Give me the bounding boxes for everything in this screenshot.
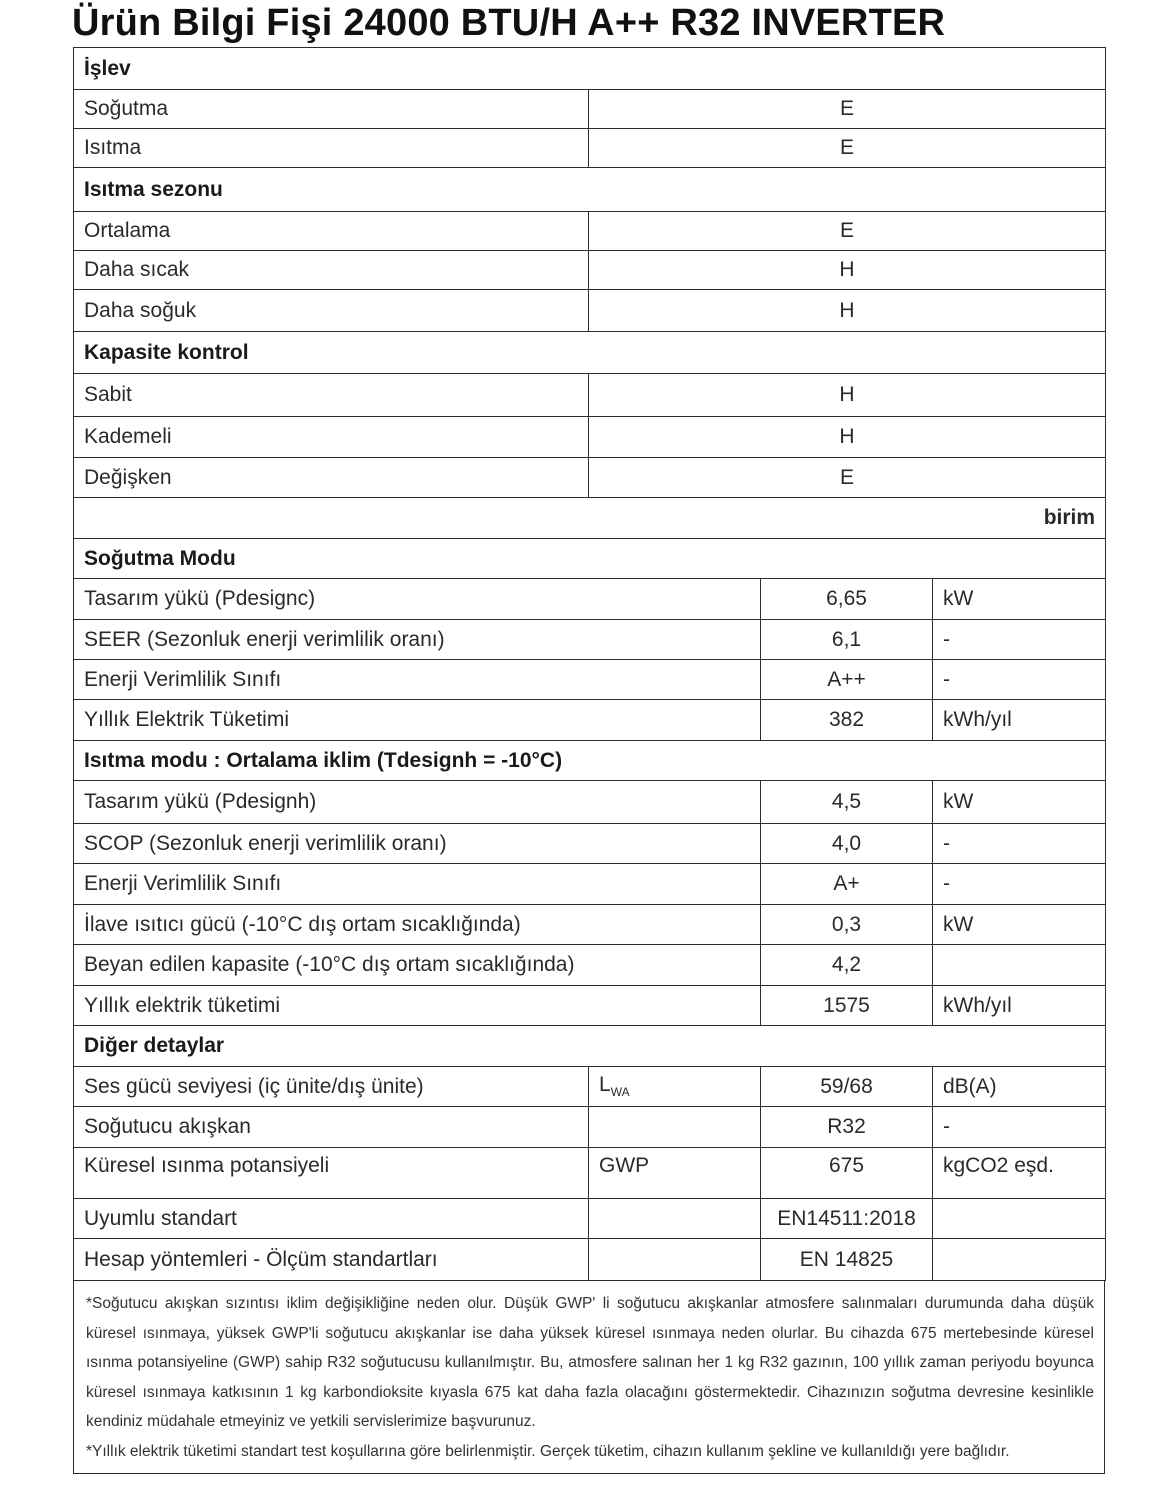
row-unit: kW bbox=[933, 579, 1106, 620]
table-row bbox=[74, 1067, 1106, 1107]
row-label: Soğutucu akışkan bbox=[74, 1107, 589, 1148]
row-symbol bbox=[589, 1067, 761, 1107]
section-header-row bbox=[74, 1026, 1106, 1067]
spec-table bbox=[73, 47, 1106, 1281]
row-label: Küresel ısınma potansiyeli bbox=[74, 1148, 589, 1199]
row-unit bbox=[933, 1239, 1106, 1281]
table-row bbox=[74, 90, 1106, 129]
row-value: 382 bbox=[761, 700, 933, 741]
row-label: Ses gücü seviyesi (iç ünite/dış ünite) bbox=[74, 1067, 589, 1107]
row-label: Enerji Verimlilik Sınıfı bbox=[74, 660, 761, 700]
section-isitma-modu-header: Isıtma modu : Ortalama iklim (Tdesignh = -10°C) bbox=[74, 741, 1106, 781]
row-value: H bbox=[589, 374, 1106, 417]
table-row bbox=[74, 824, 1106, 864]
row-value: 4,5 bbox=[761, 781, 933, 824]
row-label: SCOP (Sezonluk enerji verimlilik oranı) bbox=[74, 824, 761, 864]
row-unit bbox=[933, 1199, 1106, 1239]
section-header-row bbox=[74, 741, 1106, 781]
row-label: Tasarım yükü (Pdesignh) bbox=[74, 781, 761, 824]
row-value: R32 bbox=[761, 1107, 933, 1148]
row-value: A++ bbox=[761, 660, 933, 700]
table-row bbox=[74, 986, 1106, 1026]
row-value: 59/68 bbox=[761, 1067, 933, 1107]
table-row bbox=[74, 1199, 1106, 1239]
row-label: Uyumlu standart bbox=[74, 1199, 589, 1239]
row-value: E bbox=[589, 212, 1106, 251]
table-row bbox=[74, 212, 1106, 251]
table-row bbox=[74, 905, 1106, 945]
table-row bbox=[74, 1239, 1106, 1281]
product-info-sheet bbox=[73, 47, 1105, 1474]
row-label: SEER (Sezonluk enerji verimlilik oranı) bbox=[74, 620, 761, 660]
table-row bbox=[74, 700, 1106, 741]
row-unit: - bbox=[933, 660, 1106, 700]
row-label: Daha soğuk bbox=[74, 290, 589, 332]
row-unit: kWh/yıl bbox=[933, 700, 1106, 741]
row-value: E bbox=[589, 458, 1106, 498]
row-label: Yıllık elektrik tüketimi bbox=[74, 986, 761, 1026]
table-row bbox=[74, 374, 1106, 417]
row-label: Beyan edilen kapasite (-10°C dış ortam sıcaklığında) bbox=[74, 945, 761, 986]
row-value: A+ bbox=[761, 864, 933, 905]
unit-header-row bbox=[74, 498, 1106, 539]
row-unit: kgCO2 eşd. bbox=[933, 1148, 1106, 1199]
table-row bbox=[74, 1107, 1106, 1148]
footnotes bbox=[73, 1281, 1105, 1474]
table-row bbox=[74, 251, 1106, 290]
row-label: Yıllık Elektrik Tüketimi bbox=[74, 700, 761, 741]
table-row bbox=[74, 620, 1106, 660]
row-value: H bbox=[589, 290, 1106, 332]
table-row bbox=[74, 129, 1106, 168]
row-value: 675 bbox=[761, 1148, 933, 1199]
row-value: 0,3 bbox=[761, 905, 933, 945]
section-sogutma-header: Soğutma Modu bbox=[74, 539, 1106, 579]
row-symbol bbox=[589, 1199, 761, 1239]
table-row bbox=[74, 781, 1106, 824]
row-label: Enerji Verimlilik Sınıfı bbox=[74, 864, 761, 905]
table-row bbox=[74, 290, 1106, 332]
row-value: E bbox=[589, 129, 1106, 168]
row-value: EN14511:2018 bbox=[761, 1199, 933, 1239]
row-unit: - bbox=[933, 1107, 1106, 1148]
row-symbol bbox=[589, 1239, 761, 1281]
row-value: 6,1 bbox=[761, 620, 933, 660]
row-label: Sabit bbox=[74, 374, 589, 417]
section-kapasite-header: Kapasite kontrol bbox=[74, 332, 1106, 374]
footnote-consumption: *Yıllık elektrik tüketimi standart test koşullarına göre belirlenmiştir. Gerçek tüketim, cihazın kullanım şekline ve kullanıldığı yere bağlıdır. bbox=[86, 1442, 1010, 1460]
table-row bbox=[74, 458, 1106, 498]
table-row bbox=[74, 864, 1106, 905]
row-symbol: GWP bbox=[589, 1148, 761, 1199]
row-unit bbox=[933, 945, 1106, 986]
footnote-refrigerant: *Soğutucu akışkan sızıntısı iklim değişikliğine neden olur. Düşük GWP' li soğutucu akışkanlar atmosfere salınmaları durumunda daha düşük küresel ısınmaya, yüksek GWP'li soğutucu akışkanlar ise daha yüksek küresel ısınmaya neden olurlar. Bu cihazda 675 mertebesinde küresel ısınma potansiyeline (GWP) sahip R32 soğutucusu kullanılmıştır. Bu, atmosfere salınan her 1 kg R32 gazının, 100 yıllık zaman periyodu boyunca küresel ısınmaya katkısının 1 kg karbondioksite kıyasla 675 kat daha fazla olacağını göstermektedir. Cihazınızın soğutma devresine kesinlikle kendiniz müdahale etmeyiniz ve yetkili servislerimize başvurunuz. bbox=[86, 1295, 1094, 1431]
symbol-sub-wa: WA bbox=[610, 1085, 630, 1100]
section-header-row bbox=[74, 48, 1106, 90]
row-unit: - bbox=[933, 824, 1106, 864]
row-unit: kWh/yıl bbox=[933, 986, 1106, 1026]
row-label: İlave ısıtıcı gücü (-10°C dış ortam sıcaklığında) bbox=[74, 905, 761, 945]
row-label: Tasarım yükü (Pdesignc) bbox=[74, 579, 761, 620]
section-diger-header: Diğer detaylar bbox=[74, 1026, 1106, 1067]
table-row bbox=[74, 660, 1106, 700]
row-unit: kW bbox=[933, 781, 1106, 824]
table-row bbox=[74, 579, 1106, 620]
row-value: 6,65 bbox=[761, 579, 933, 620]
row-value: H bbox=[589, 251, 1106, 290]
row-label: Daha sıcak bbox=[74, 251, 589, 290]
section-header-row bbox=[74, 168, 1106, 212]
unit-header: birim bbox=[74, 498, 1106, 539]
row-value: 4,2 bbox=[761, 945, 933, 986]
row-unit: - bbox=[933, 864, 1106, 905]
row-unit: dB(A) bbox=[933, 1067, 1106, 1107]
row-label: Soğutma bbox=[74, 90, 589, 129]
section-islev-header: İşlev bbox=[74, 48, 1106, 90]
row-value: E bbox=[589, 90, 1106, 129]
section-header-row bbox=[74, 539, 1106, 579]
row-label: Isıtma bbox=[74, 129, 589, 168]
row-value: EN 14825 bbox=[761, 1239, 933, 1281]
symbol-l: L bbox=[599, 1073, 611, 1097]
row-value: 1575 bbox=[761, 986, 933, 1026]
table-row bbox=[74, 417, 1106, 458]
table-row bbox=[74, 945, 1106, 986]
row-label: Hesap yöntemleri - Ölçüm standartları bbox=[74, 1239, 589, 1281]
section-header-row bbox=[74, 332, 1106, 374]
page-title: Ürün Bilgi Fişi 24000 BTU/H A++ R32 INVERTER bbox=[72, 2, 946, 44]
section-isitma-sezonu-header: Isıtma sezonu bbox=[74, 168, 1106, 212]
row-label: Değişken bbox=[74, 458, 589, 498]
row-unit: kW bbox=[933, 905, 1106, 945]
row-unit: - bbox=[933, 620, 1106, 660]
table-row bbox=[74, 1148, 1106, 1199]
row-value: H bbox=[589, 417, 1106, 458]
row-value: 4,0 bbox=[761, 824, 933, 864]
row-label: Ortalama bbox=[74, 212, 589, 251]
row-label: Kademeli bbox=[74, 417, 589, 458]
row-symbol bbox=[589, 1107, 761, 1148]
